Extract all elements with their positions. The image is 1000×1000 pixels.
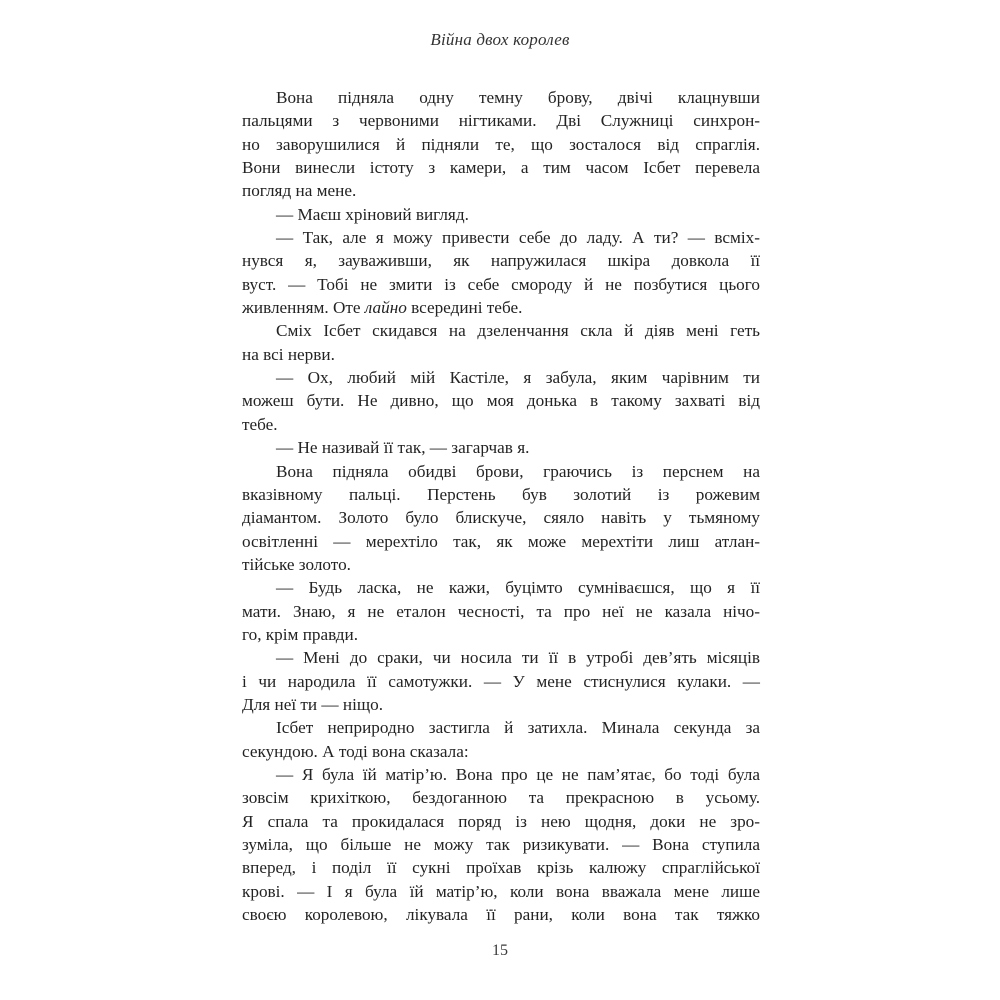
text-line: [242, 460, 760, 483]
text-segment: но заворушилися й підняли те, що зосталося від спраглія.: [242, 134, 760, 154]
text-line: [242, 553, 760, 576]
text-segment: живленням. Оте: [242, 298, 365, 318]
text-segment: вуст. — Тобі не змити із себе смороду й не позбутися цього: [242, 274, 760, 294]
text-segment: — Я була їй матір’ю. Вона про це не пам’ятає, бо тоді була: [276, 764, 760, 784]
text-line: [242, 810, 760, 833]
text-segment: Сміх Ісбет скидався на дзеленчання скла й діяв мені геть: [276, 321, 760, 341]
text-line: [242, 389, 760, 412]
text-segment: секундою. А тоді вона сказала:: [242, 741, 469, 761]
paragraph: [242, 460, 760, 577]
text-line: [242, 576, 760, 599]
paragraph: [242, 716, 760, 763]
text-line: [242, 226, 760, 249]
text-segment: Я спала та прокидалася поряд із нею щодня, доки не зро-: [242, 811, 760, 831]
text-line: [242, 880, 760, 903]
text-segment: вперед, і поділ її сукні проїхав крізь калюжу спраглійської: [242, 858, 760, 878]
text-line: [242, 693, 760, 716]
paragraph: [242, 319, 760, 366]
text-line: [242, 296, 760, 319]
text-line: [242, 109, 760, 132]
text-line: [242, 343, 760, 366]
text-segment: і чи народила її самотужки. — У мене стиснулися кулаки. —: [242, 671, 760, 691]
text-segment: можеш бути. Не дивно, що моя донька в такому захваті від: [242, 391, 760, 411]
text-segment: — Будь ласка, не кажи, буцімто сумніваєшся, що я її: [276, 578, 760, 598]
text-line: [242, 646, 760, 669]
running-title: Війна двох королев: [430, 30, 570, 49]
text-line: [242, 413, 760, 436]
text-line: [242, 833, 760, 856]
text-line: [242, 530, 760, 553]
text-segment: го, крім правди.: [242, 624, 359, 644]
paragraph: [242, 646, 760, 716]
text-line: [242, 319, 760, 342]
text-segment: тебе.: [242, 414, 278, 434]
text-line: [242, 436, 760, 459]
text-segment: нувся я, зауваживши, як напружилася шкіра довкола її: [242, 251, 760, 271]
page-footer: [0, 942, 1000, 960]
text-segment: зуміла, що більше не можу так ризикувати. — Вона ступила: [242, 835, 760, 854]
paragraph: [242, 576, 760, 646]
text-line: [242, 86, 760, 109]
paragraph: [242, 226, 760, 319]
page-number: 15: [492, 942, 508, 959]
text-segment: — Так, але я можу привести себе до ладу. А ти? — всміх-: [276, 228, 760, 248]
text-line: [242, 179, 760, 202]
text-line: [242, 623, 760, 646]
text-segment: Для неї ти — ніщо.: [242, 694, 383, 714]
paragraph: [242, 203, 760, 226]
text-segment: Вони винесли істоту з камери, а тим часом Ісбет перевела: [242, 158, 760, 178]
text-segment: вказівному пальці. Перстень був золотий із рожевим: [242, 484, 760, 504]
paragraph: [242, 436, 760, 459]
text-segment: своєю королевою, лікувала її рани, коли вона так тяжко: [242, 905, 760, 925]
text-segment: — Мені до сраки, чи носила ти її в утробі дев’ять місяців: [276, 648, 760, 668]
text-line: [242, 156, 760, 179]
text-line: [242, 786, 760, 809]
text-segment: погляд на мене.: [242, 181, 357, 201]
text-line: [242, 763, 760, 786]
italic-text: лайно: [364, 298, 407, 318]
text-segment: мати. Знаю, я не еталон чесності, та про неї не казала нічо-: [242, 601, 760, 621]
text-block: [242, 86, 760, 926]
text-line: [242, 856, 760, 879]
text-segment: пальцями з червоними нігтиками. Дві Служниці синхрон-: [242, 111, 760, 131]
text-line: [242, 133, 760, 156]
text-segment: Вона підняла одну темну брову, двічі клацнувши: [276, 88, 760, 107]
text-segment: діамантом. Золото було блискуче, сяяло навіть у тьмяному: [242, 508, 760, 528]
paragraph: [242, 763, 760, 926]
text-line: [242, 203, 760, 226]
text-line: [242, 249, 760, 272]
text-line: [242, 366, 760, 389]
text-segment: — Не називай її так, — загарчав я.: [276, 438, 530, 458]
text-line: [242, 716, 760, 739]
text-line: [242, 600, 760, 623]
text-segment: Ісбет неприродно застигла й затихла. Минала секунда за: [276, 718, 760, 738]
text-segment: на всі нерви.: [242, 344, 335, 364]
text-segment: освітленні — мерехтіло так, як може мерехтіти лиш атлан-: [242, 531, 760, 551]
text-line: [242, 483, 760, 506]
text-segment: — Ох, любий мій Кастіле, я забула, яким чарівним ти: [276, 368, 760, 388]
text-segment: зовсім крихіткою, бездоганною та прекрасною в усьому.: [242, 788, 760, 808]
paragraph: [242, 366, 760, 436]
text-line: [242, 506, 760, 529]
text-segment: всередині тебе.: [406, 298, 523, 318]
text-segment: крові. — І я була їй матір’ю, коли вона вважала мене лише: [242, 881, 760, 901]
text-segment: тійське золото.: [242, 554, 351, 574]
paragraph: [242, 86, 760, 203]
text-line: [242, 670, 760, 693]
text-line: [242, 273, 760, 296]
running-head: [0, 30, 1000, 50]
text-line: [242, 903, 760, 926]
text-segment: Вона підняла обидві брови, граючись із перснем на: [276, 461, 760, 481]
text-segment: — Маєш хріновий вигляд.: [276, 204, 469, 224]
text-line: [242, 740, 760, 763]
